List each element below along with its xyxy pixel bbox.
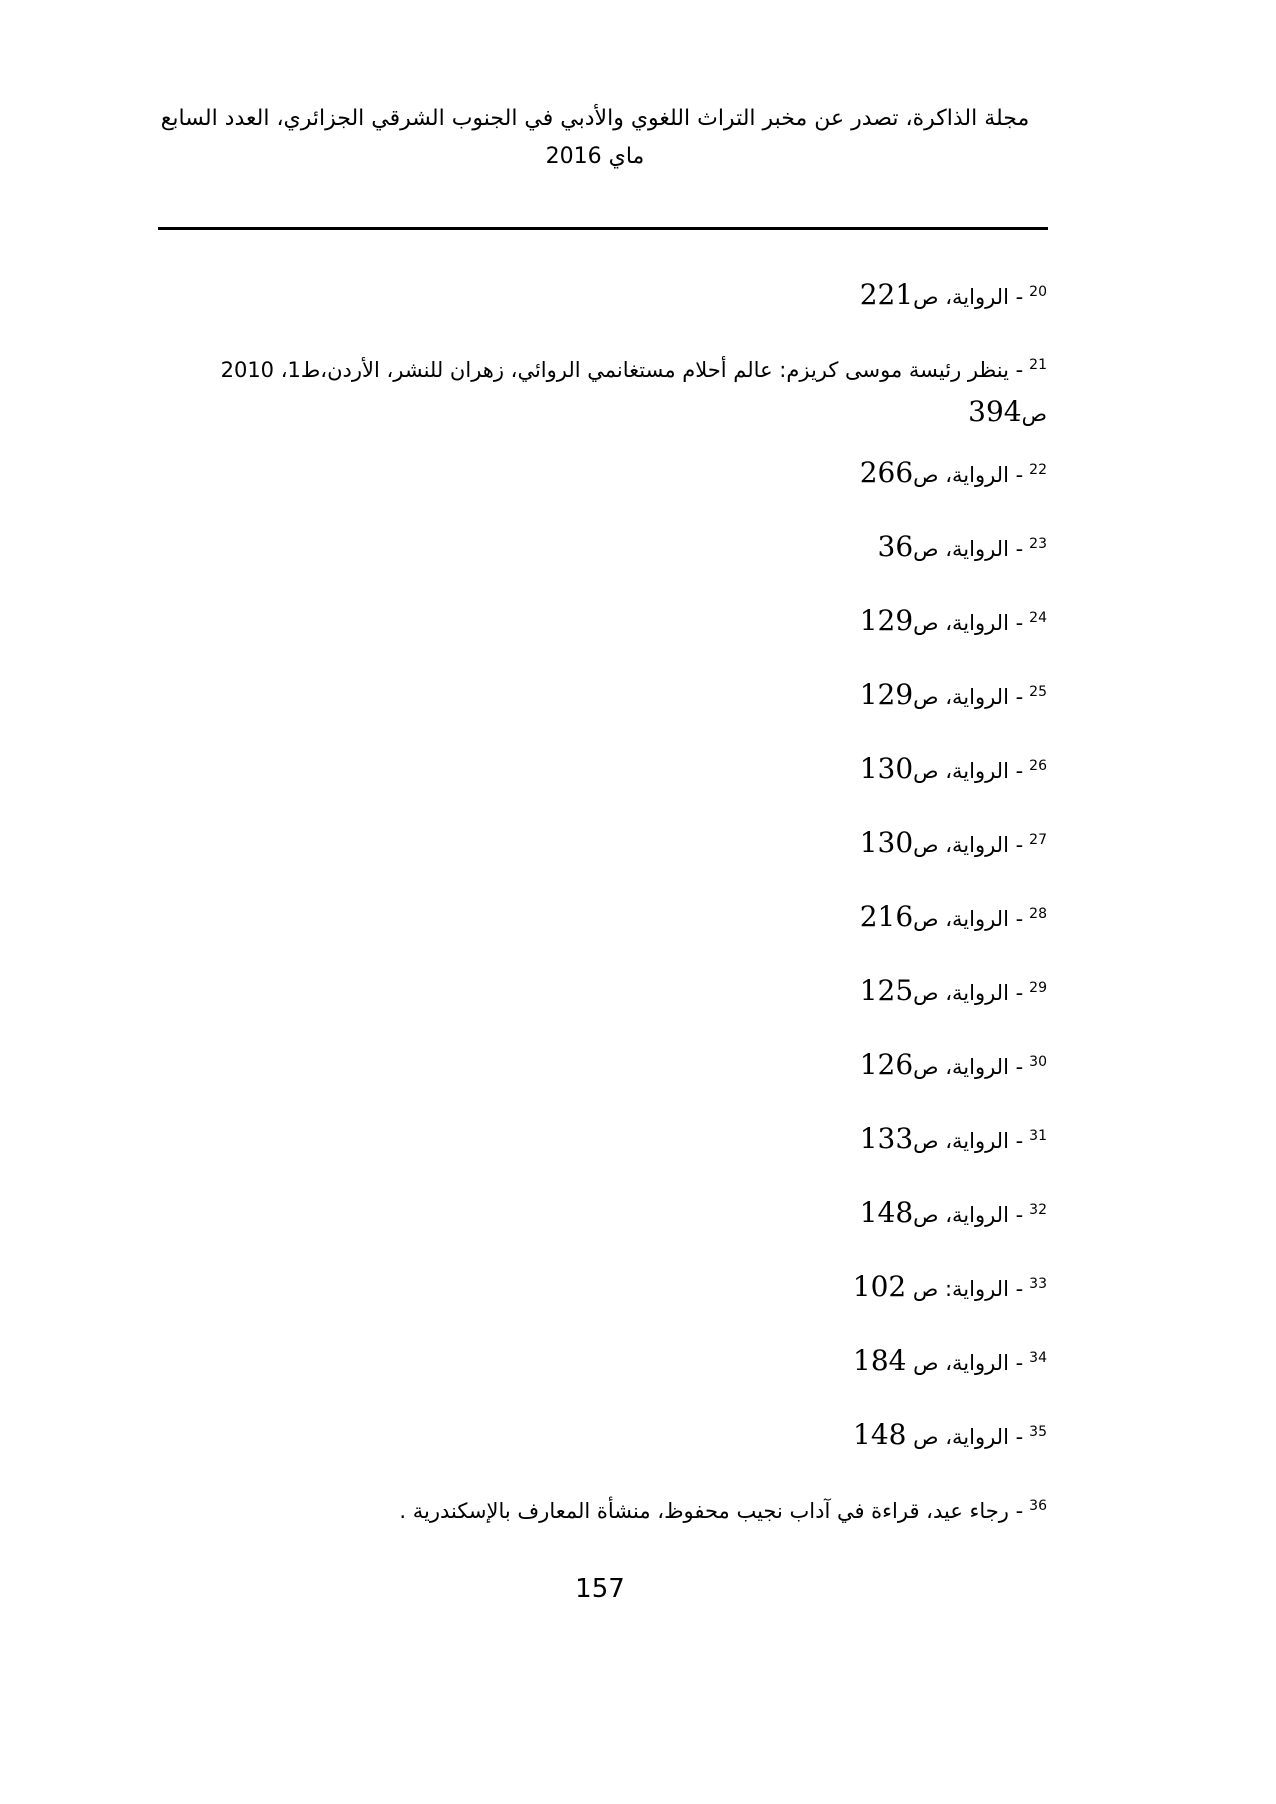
footnote-text: - الرواية، ص: [913, 611, 1024, 635]
footnote-text: - الرواية: ص: [906, 1277, 1024, 1301]
footnote-text: - الرواية، ص: [913, 1203, 1024, 1227]
footnote-26: [157, 744, 1047, 818]
footnote-page-ref: 126: [859, 1048, 914, 1081]
journal-header: [150, 100, 1040, 176]
footnote-33: [157, 1262, 1047, 1336]
footnote-text: - رجاء عيد، قراءة في آداب نجيب محفوظ، منشأة المعارف بالإسكندرية .: [399, 1499, 1024, 1523]
footnote-30: [157, 1040, 1047, 1114]
footnote-text: - الرواية، ص: [913, 685, 1024, 709]
footnote-page-ref: 36: [877, 530, 914, 563]
footnote-text: - ينظر رئيسة موسى كريزم: عالم أحلام مستغانمي الروائي، زهران للنشر، الأردن،ط1، 2010 ص: [220, 358, 1047, 426]
footnote-number: 25: [1029, 684, 1047, 700]
footnote-page-ref: 148: [859, 1196, 914, 1229]
footnote-35: [157, 1410, 1047, 1484]
footnote-25: [157, 670, 1047, 744]
footnote-number: 32: [1029, 1202, 1047, 1218]
footnote-text: - الرواية، ص: [913, 1055, 1024, 1079]
footnote-34: [157, 1336, 1047, 1410]
footnote-number: 30: [1029, 1054, 1047, 1070]
footnote-31: [157, 1114, 1047, 1188]
footnote-page-ref: 130: [859, 826, 914, 859]
footnote-number: 28: [1029, 906, 1047, 922]
footnote-text: - الرواية، ص: [906, 1425, 1024, 1449]
footnote-text: - الرواية، ص: [913, 833, 1024, 857]
footnote-page-ref: 130: [859, 752, 914, 785]
footnote-number: 20: [1029, 284, 1047, 300]
footnote-page-ref: 133: [859, 1122, 914, 1155]
footnote-page-ref: 102: [852, 1270, 907, 1303]
footnote-page-ref: 394: [968, 395, 1022, 428]
footnote-number: 26: [1029, 758, 1047, 774]
footnote-number: 31: [1029, 1128, 1047, 1144]
footnote-36: [157, 1484, 1047, 1558]
footnote-page-ref: 266: [859, 456, 914, 489]
footnote-page-ref: 216: [859, 900, 914, 933]
footnote-number: 34: [1029, 1350, 1047, 1366]
footnote-number: 21: [1029, 357, 1047, 373]
footnotes-list: [157, 270, 1047, 1558]
footnote-number: 29: [1029, 980, 1047, 996]
footnote-page-ref: 184: [853, 1344, 907, 1377]
footnote-number: 24: [1029, 610, 1047, 626]
journal-header-line1: مجلة الذاكرة، تصدر عن مخبر التراث اللغوي والأدبي في الجنوب الشرقي الجزائري، العدد السابع: [160, 106, 1030, 131]
footnote-32: [157, 1188, 1047, 1262]
footnote-text: - الرواية، ص: [913, 907, 1024, 931]
journal-header-line2: ماي 2016: [545, 144, 645, 169]
footnote-page-ref: 125: [859, 974, 914, 1007]
footnote-page-ref: 148: [853, 1418, 907, 1451]
footnote-number: 22: [1029, 462, 1047, 478]
footnote-number: 23: [1029, 536, 1047, 552]
footnote-29: [157, 966, 1047, 1040]
page-number: 157: [575, 1574, 625, 1604]
footnote-number: 36: [1029, 1498, 1047, 1514]
footnote-22: [157, 448, 1047, 522]
footnote-text: - الرواية، ص: [913, 463, 1024, 487]
footnote-20: [157, 270, 1047, 344]
footnote-text: - الرواية، ص: [913, 759, 1024, 783]
footnote-text: - الرواية، ص: [913, 981, 1024, 1005]
footnote-number: 27: [1029, 832, 1047, 848]
footnote-number: 35: [1029, 1424, 1047, 1440]
footnote-27: [157, 818, 1047, 892]
footnote-text: - الرواية، ص: [913, 537, 1024, 561]
footnote-23: [157, 522, 1047, 596]
footnote-24: [157, 596, 1047, 670]
header-divider: [158, 227, 1048, 230]
footnote-21: [157, 344, 1047, 448]
footnote-28: [157, 892, 1047, 966]
footnote-text: - الرواية، ص: [913, 1129, 1024, 1153]
footnote-page-ref: 221: [859, 278, 914, 311]
footnote-text: - الرواية، ص: [913, 285, 1024, 309]
footnote-page-ref: 129: [859, 678, 914, 711]
footnote-text: - الرواية، ص: [906, 1351, 1024, 1375]
footnote-page-ref: 129: [859, 604, 914, 637]
footnote-number: 33: [1029, 1276, 1047, 1292]
